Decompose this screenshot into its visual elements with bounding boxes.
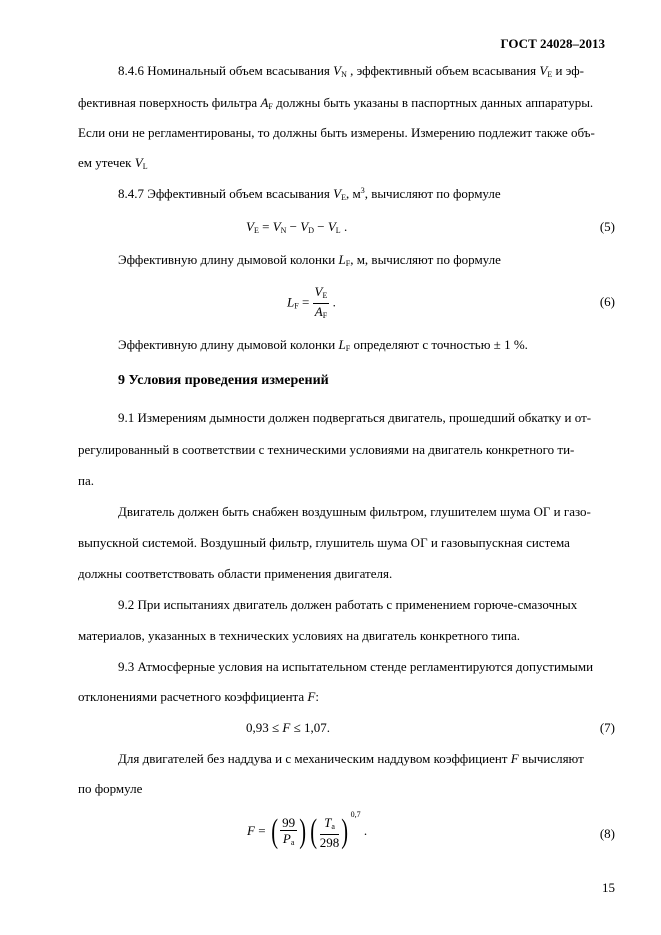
eq-subscript: E	[322, 291, 328, 300]
eq-subscript: a	[331, 821, 335, 831]
text: Для двигателей без наддува и с механическим наддувом коэффициент	[118, 751, 511, 766]
eq-term: V	[272, 219, 281, 234]
vl-subscript: L	[142, 162, 148, 171]
equation-number-5: (5)	[599, 219, 615, 234]
p91-line-1: 9.1 Измерениям дымности должен подвергаться двигатель, прошедший обкатку и от-	[118, 410, 592, 425]
text: должны быть указаны в паспортных данных аппаратуры.	[272, 95, 594, 110]
superscript: 3	[360, 186, 365, 195]
eq-term: T	[324, 814, 332, 830]
vl-symbol: V	[134, 155, 143, 170]
fraction-denominator	[313, 304, 330, 323]
f-symbol: F	[510, 751, 519, 766]
p92-line-1: 9.2 При испытаниях двигатель должен работать с применением горюче-смазочных	[118, 597, 578, 612]
lf-symbol: L	[338, 252, 346, 267]
eq-term: V	[300, 219, 309, 234]
left-paren-icon: (	[310, 813, 318, 851]
formula-intro-line-2: по формуле	[78, 781, 143, 796]
eq-operator: −	[286, 219, 301, 234]
lf-intro-line	[118, 252, 501, 268]
equation-5	[246, 219, 347, 235]
ve-subscript: E	[341, 193, 346, 202]
vn-subscript: N	[341, 70, 347, 79]
text: вычисляют	[518, 751, 584, 766]
fraction-numerator: 99	[282, 814, 296, 830]
eq-operator: −	[314, 219, 328, 234]
eq-end: .	[360, 823, 368, 838]
eq-subscript: a	[290, 837, 295, 847]
exponent: 0,7	[350, 810, 361, 819]
lf-precision-line	[118, 337, 528, 353]
text: Эффективную длину дымовой колонки	[118, 252, 339, 267]
text: Эффективную длину дымовой колонки	[118, 337, 339, 352]
text: , м	[345, 186, 361, 201]
fraction-numerator	[313, 284, 330, 304]
text: :	[315, 689, 319, 704]
p93-line-2	[78, 689, 319, 705]
text: , эффективный объем всасывания	[346, 63, 540, 78]
text: , м, вычисляют по формуле	[350, 252, 501, 267]
fraction-denominator	[280, 831, 297, 850]
filter-line-3: должны соответствовать области применения двигателя.	[78, 566, 393, 581]
fraction-denominator: 298	[319, 834, 340, 850]
eq-term: ≤ 1,07.	[290, 720, 330, 735]
eq-term: F	[247, 823, 255, 838]
formula-intro-line-1	[118, 751, 584, 767]
s846-line-2	[78, 95, 593, 111]
right-paren-icon: )	[299, 813, 307, 851]
eq-subscript: F	[322, 311, 328, 320]
page-number: 15	[602, 880, 615, 895]
eq-term: V	[246, 219, 254, 234]
eq-term: V	[314, 284, 323, 299]
f-symbol: F	[307, 689, 316, 704]
text: 8.4.6 Номинальный объем всасывания	[118, 63, 334, 78]
eq8-fraction-1	[280, 815, 297, 850]
eq6-fraction	[313, 284, 330, 323]
equation-number-8: (8)	[599, 826, 615, 841]
eq-term: P	[282, 830, 291, 846]
eq-term: V	[327, 219, 336, 234]
eq-operator: =	[298, 294, 313, 310]
equation-7	[246, 720, 330, 736]
eq-term: 0,93 ≤	[246, 720, 283, 735]
text: , вычисляют по формуле	[364, 186, 501, 201]
eq8-fraction-2	[320, 815, 340, 850]
p92-line-2: материалов, указанных в технических условиях на двигатель конкретного типа.	[78, 628, 521, 643]
eq-operator: =	[254, 823, 269, 838]
eq-term: L	[287, 294, 295, 310]
text: фективная поверхность фильтра	[78, 95, 261, 110]
standard-header: ГОСТ 24028–2013	[500, 36, 605, 51]
af-symbol: A	[260, 95, 269, 110]
eq-subscript: D	[308, 226, 314, 235]
fraction-numerator	[320, 815, 340, 835]
text: отклонениями расчетного коэффициента	[78, 689, 308, 704]
eq-subscript: N	[280, 226, 287, 235]
filter-line-1: Двигатель должен быть снабжен воздушным фильтром, глушителем шума ОГ и газо-	[118, 504, 591, 519]
lf-subscript: F	[345, 344, 351, 353]
equation-number-6: (6)	[599, 294, 615, 309]
ve-symbol: V	[333, 186, 342, 201]
text: и эф-	[552, 63, 584, 78]
equation-6	[287, 284, 336, 323]
text: ем утечек	[78, 155, 135, 170]
f-symbol: F	[282, 720, 291, 735]
af-subscript: F	[268, 102, 273, 111]
s846-line-4	[78, 155, 148, 171]
ve-symbol: V	[539, 63, 548, 78]
s846-line-3: Если они не регламентированы, то должны быть измерены. Измерению подлежит также объ-	[78, 125, 595, 140]
left-paren-icon: (	[271, 813, 278, 851]
right-paren-icon: )	[341, 813, 349, 851]
eq-end: .	[329, 294, 336, 310]
eq-subscript: E	[253, 226, 259, 235]
equation-8	[247, 810, 367, 850]
eq-term: A	[314, 304, 323, 319]
eq-subscript: F	[294, 301, 299, 311]
text: определяют с точностью ± 1 %.	[350, 337, 528, 352]
eq-end: .	[340, 219, 348, 234]
p91-line-3: па.	[78, 473, 94, 488]
lf-symbol: L	[338, 337, 346, 352]
eq-operator: =	[258, 219, 273, 234]
s847-line	[118, 186, 501, 202]
eq-subscript: L	[335, 226, 341, 235]
section-9-heading: 9 Условия проведения измерений	[118, 373, 329, 388]
text: 8.4.7 Эффективный объем всасывания	[118, 186, 334, 201]
vn-symbol: V	[333, 63, 342, 78]
ve-subscript: E	[547, 70, 553, 79]
p91-line-2: регулированный в соответствии с техническими условиями на двигатель конкретного ти-	[78, 442, 575, 457]
filter-line-2: выпускной системой. Воздушный фильтр, глушитель шума ОГ и газовыпускная система	[78, 535, 570, 550]
lf-subscript: F	[345, 259, 351, 268]
p93-line-1: 9.3 Атмосферные условия на испытательном стенде регламентируются допустимыми	[118, 659, 594, 674]
s846-line-1	[118, 63, 584, 79]
equation-number-7: (7)	[599, 720, 615, 735]
